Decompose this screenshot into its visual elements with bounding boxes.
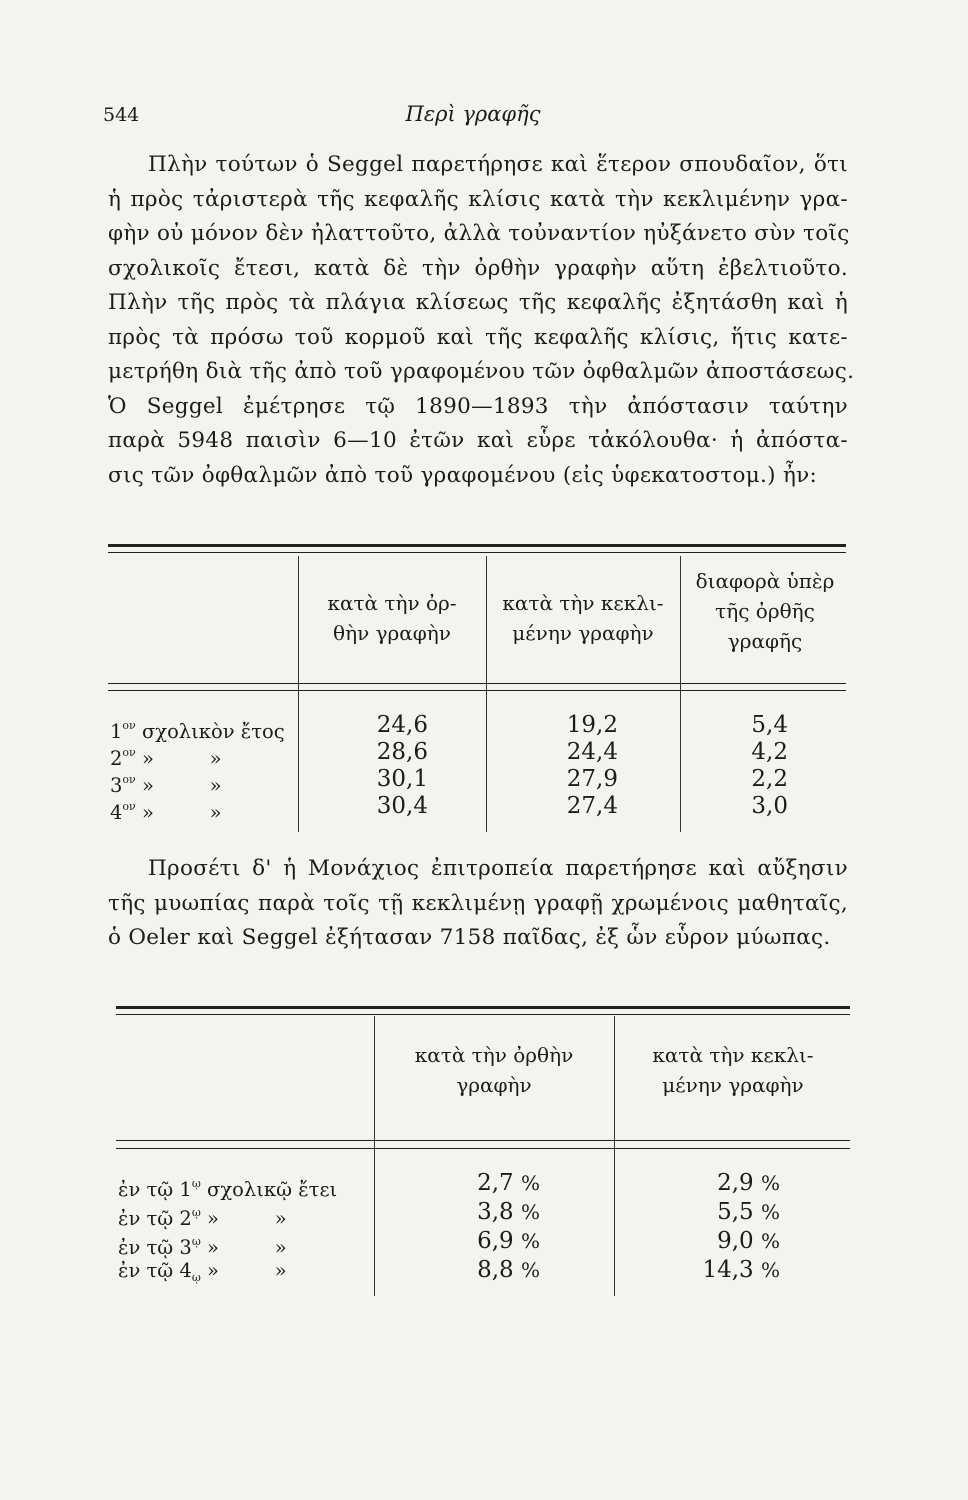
- header-cell: κατὰ τὴν ὀρ- θὴν γραφὴν: [327, 591, 457, 645]
- value-cell: 27,9: [566, 766, 618, 792]
- value-cell: 3,8 %: [477, 1199, 540, 1225]
- value-cell: 28,6: [376, 739, 428, 765]
- text-line: μετρήθη διὰ τῆς ἀπὸ τοῦ γραφομένου τῶν ὀφθαλμῶν ἀποστάσεως.: [108, 359, 855, 384]
- value-cell: 27,4: [566, 793, 618, 819]
- table-rule: [116, 1014, 850, 1015]
- table-rule: [116, 1140, 850, 1141]
- header-cell: διαφορὰ ὑπὲρ τῆς ὀρθῆς γραφῆς: [695, 569, 835, 653]
- value-cell: 24,6: [376, 712, 428, 738]
- text-line: τῆς μυωπίας παρὰ τοῖς τῇ κεκλιμένῃ γραφῇ χρωμένοις μαθηταῖς,: [108, 890, 848, 916]
- value-cell: 24,4: [566, 739, 618, 765]
- text-line: φὴν οὐ μόνον δὲν ἠλαττοῦτο, ἀλλὰ τοὐναντίον ηὐξάνετο σὺν τοῖς: [108, 221, 850, 246]
- value-cell: 14,3 %: [702, 1257, 780, 1283]
- page-number: 544: [103, 104, 140, 126]
- table-rule: [116, 1006, 850, 1009]
- value-cell: 8,8 %: [477, 1257, 540, 1283]
- text-line: σχολικοῖς ἔτεσι, κατὰ δὲ τὴν ὀρθὴν γραφὴν αὕτη ἐβελτιοῦτο.: [108, 255, 848, 281]
- text-line: πρὸς τὰ πρόσω τοῦ κορμοῦ καὶ τῆς κεφαλῆς κλίσις, ἥτις κατε-: [108, 324, 848, 350]
- header-cell: κατὰ τὴν ὀρθὴν γραφὴν: [414, 1043, 574, 1097]
- paragraph-2: [108, 852, 848, 956]
- value-cell: 3,0: [751, 793, 788, 819]
- table-rule: [108, 690, 846, 691]
- running-head: Περὶ γραφῆς: [405, 102, 541, 126]
- value-cell: 2,9 %: [717, 1170, 780, 1196]
- value-cell: 30,1: [376, 766, 428, 792]
- header-cell: κατὰ τὴν κεκλι- μένην γραφὴν: [652, 1043, 814, 1097]
- text-line: Ὁ Seggel ἐμέτρησε τῷ 1890—1893 τὴν ἀπόστασιν ταύτην: [108, 393, 848, 419]
- page-header: [103, 104, 843, 134]
- table-divider: [298, 556, 299, 832]
- value-cell: 5,4: [751, 712, 788, 738]
- text-line: Πλὴν τῆς πρὸς τὰ πλάγια κλίσεως τῆς κεφαλῆς ἐξητάσθη καὶ ἡ: [108, 290, 848, 315]
- text-line: Προσέτι δ' ἡ Μονάχιος ἐπιτροπεία παρετήρησε καὶ αὔξησιν: [148, 856, 848, 881]
- table-rule: [116, 1148, 850, 1149]
- table-divider: [374, 1016, 375, 1296]
- text-line: σις τῶν ὀφθαλμῶν ἀπὸ τοῦ γραφομένου (εἰς ὑφεκατοστομ.) ἦν:: [108, 462, 818, 488]
- text-line: Πλὴν τούτων ὁ Seggel παρετήρησε καὶ ἕτερον σπουδαῖον, ὅτι: [148, 152, 848, 177]
- table-divider: [614, 1016, 615, 1296]
- value-cell: 9,0 %: [717, 1228, 780, 1254]
- value-cell: 2,2: [751, 766, 788, 792]
- value-cell: 2,7 %: [477, 1170, 540, 1196]
- value-cell: 19,2: [566, 712, 618, 738]
- book-page: 544 Περὶ γραφῆς Πλὴν τούτων ὁ Seggel παρετήρησε καὶ ἕτερον σπουδαῖον, ὅτι ἡ πρὸς τἀριστερὰ τῆς κεφαλῆς κλίσις κατὰ τὴν κεκλιμένην γρα- φὴν οὐ μόνον δὲν ἠλαττοῦτο, ἀλλὰ τοὐναντίον ηὐξάνετο σὺν τοῖς σχολικοῖς ἔτεσι, κατὰ δὲ τὴν ὀρθὴν γραφὴν αὕτη ἐβελτιοῦτο. Πλὴν τῆς πρὸς τὰ πλάγια κλίσεως τῆς κεφαλῆς ἐξητάσθη καὶ ἡ πρὸς τὰ πρόσω τοῦ κορμοῦ καὶ τῆς κεφαλῆς κλίσις, ἥτις κατε- μετρήθη διὰ τῆς ἀπὸ τοῦ γραφομένου τῶν ὀφθαλμῶν ἀποστάσεως. Ὁ Seggel ἐμέτρησε τῷ 1890—1893 τὴν ἀπόστασιν ταύτην παρὰ 5948 παισὶν 6—10 ἐτῶν καὶ εὗρε τἀκόλουθα· ἡ ἀπόστα- σις τῶν ὀφθαλμῶν ἀπὸ τοῦ γραφομένου (εἰς ὑφεκατοστομ.) ἦν: κατὰ τὴν ὀρ- θὴν γραφὴν κατὰ τὴν κεκλι- μένην γραφὴν διαφορὰ ὑπὲρ τῆς ὀρθῆς γραφῆς $1^{o\nu}$ σχολικὸν ἔτος 24,6 19,2 5,4 $2^{o\nu}$ » » 28,6 24,4 4,2 $3^{o\nu}$ » » 30,1 27,9 2,2 $4^{o\nu}$ » » 30,4 27,4 3,0 Προσέτι δ' ἡ Μονάχιος ἐπιτροπεία παρετήρησε καὶ αὔξησιν τῆς μυωπίας παρὰ τοῖς τῇ κεκλιμένῃ γραφῇ χρωμένοις μαθηταῖς, ὁ Oeler καὶ Seggel ἐξήτασαν 7158 παῖδας, ἐξ ὧν εὗρον μύωπας. κατὰ τὴν ὀρθὴν γραφὴν κατὰ τὴν κεκλι- μένην γραφὴν ἐν τῷ $1^ῳ$ σχολικῷ ἔτει 2,7 % 2,9 % ἐν τῷ $2^ῳ$ » » 3,8 % 5,5 % ἐν τῷ $3^ῳ$ » » 6,9 % 9,0 % ἐν τῷ $4_ῳ$ » » 8,8 % 14,3 %: [0, 0, 968, 1500]
- table-rule: [108, 552, 846, 553]
- header-cell: κατὰ τὴν κεκλι- μένην γραφὴν: [502, 591, 664, 645]
- text-line: ὁ Oeler καὶ Seggel ἐξήτασαν 7158 παῖδας, ἐξ ὧν εὗρον μύωπας.: [108, 925, 831, 950]
- table-rule: [108, 683, 846, 684]
- value-cell: 6,9 %: [477, 1228, 540, 1254]
- text-line: ἡ πρὸς τἀριστερὰ τῆς κεφαλῆς κλίσις κατὰ τὴν κεκλιμένην γρα-: [108, 186, 848, 212]
- table-divider: [680, 556, 681, 832]
- paragraph-1: [108, 148, 855, 493]
- value-cell: 4,2: [751, 739, 788, 765]
- table-rule: [108, 544, 846, 547]
- value-cell: 5,5 %: [717, 1199, 780, 1225]
- text-line: παρὰ 5948 παισὶν 6—10 ἐτῶν καὶ εὗρε τἀκόλουθα· ἡ ἀπόστα-: [108, 428, 848, 453]
- value-cell: 30,4: [376, 793, 428, 819]
- table-divider: [486, 556, 487, 832]
